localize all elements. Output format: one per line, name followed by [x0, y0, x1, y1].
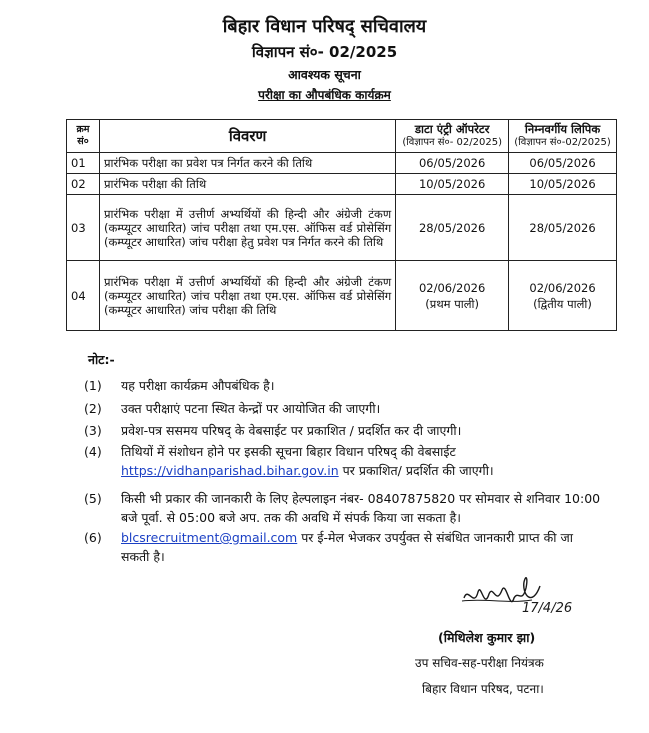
- post1-ref: (विज्ञापन सं०- 02/2025): [402, 137, 502, 148]
- signature-date: 17/4/26: [522, 601, 573, 616]
- office-title: बिहार विधान परिषद् सचिवालय: [222, 16, 427, 37]
- note-text-before: तिथियों में संशोधन होने पर इसकी सूचना बिहार विधान परिषद् की वेबसाईट: [121, 444, 456, 459]
- exam-program-heading: परीक्षा का औपबंधिक कार्यक्रम: [258, 88, 391, 102]
- table-row: [67, 195, 617, 261]
- row-description: प्रारंभिक परीक्षा का प्रवेश पत्र निर्गत करने की तिथि: [99, 153, 395, 174]
- note-text: यह परीक्षा कार्यक्रम औपबंधिक है।: [121, 378, 275, 393]
- date-value: 02/06/2026: [418, 280, 486, 295]
- note-text: [121, 528, 604, 566]
- note-number: (4): [84, 444, 102, 459]
- row-serial: 04: [67, 261, 100, 331]
- note-item: [84, 442, 604, 480]
- note-item: [84, 528, 604, 566]
- table-header-row: [67, 120, 617, 153]
- note-text: [121, 442, 604, 480]
- signatory-organization: बिहार विधान परिषद, पटना।: [422, 682, 544, 696]
- row-date-post1: 06/05/2026: [396, 153, 509, 174]
- signatory-designation: उप सचिव-सह-परीक्षा नियंत्रक: [415, 656, 544, 670]
- note-item: [84, 489, 604, 527]
- row-date-post2: 28/05/2026: [509, 195, 617, 261]
- row-serial: 01: [67, 153, 100, 174]
- table-row: [67, 261, 617, 331]
- row-serial: 02: [67, 174, 100, 195]
- row-date-post1: 10/05/2026: [396, 174, 509, 195]
- row-serial: 03: [67, 195, 100, 261]
- note-text: किसी भी प्रकार की जानकारी के लिए हेल्पलाइन नंबर- 08407875820 पर सोमवार से शनिवार 10:00 बजे पूर्वा. से 05:00 बजे अप. तक की अवधि में संपर्क किया जा सकता है।: [121, 491, 601, 525]
- row-description: प्रारंभिक परीक्षा की तिथि: [99, 174, 395, 195]
- row-date-post2: 10/05/2026: [509, 174, 617, 195]
- signatory-name: (मिथिलेश कुमार झा): [438, 630, 536, 645]
- row-date-post2: 06/05/2026: [509, 153, 617, 174]
- note-number: (3): [84, 423, 102, 438]
- row-description: प्रारंभिक परीक्षा में उत्तीर्ण अभ्यर्थियों की हिन्दी और अंग्रेजी टंकण (कम्प्यूटर आधारित) जांच परीक्षा तथा एम.एस. ऑफिस वर्ड प्रोसेसिंग (कम्प्यूटर आधारित) जांच परीक्षा हेतु प्रवेश पत्र निर्गत करने की तिथि: [99, 195, 395, 261]
- note-text: उक्त परीक्षाएं पटना स्थित केन्द्रों पर आयोजित की जाएगी।: [121, 401, 381, 416]
- notes-title: नोट:-: [88, 352, 115, 367]
- notice-number: विज्ञापन सं०- 02/2025: [251, 43, 398, 61]
- note-text: प्रवेश-पत्र ससमय परिषद् के वेबसाईट पर प्रकाशित / प्रदर्शित कर दी जाएगी।: [121, 423, 462, 438]
- post2-name: निम्नवर्गीय लिपिक: [524, 122, 601, 136]
- serial-header: क्रम सं०: [67, 120, 100, 153]
- note-item: [84, 399, 604, 418]
- shift-label: (द्वितीय पाली): [533, 296, 592, 311]
- note-item: [84, 376, 604, 395]
- note-number: (1): [84, 378, 102, 393]
- lower-division-clerk-header: [509, 120, 617, 153]
- note-text-after: पर ई-मेल भेजकर उपर्युक्त से संबंधित जानकारी प्राप्त की जा सकती है।: [121, 530, 573, 564]
- table-row: [67, 153, 617, 174]
- exam-schedule-table: [66, 119, 617, 331]
- email-link[interactable]: blcsrecruitment@gmail.com: [121, 530, 298, 545]
- handwritten-signature: [456, 568, 576, 620]
- post2-ref: (विज्ञापन सं०-02/2025): [514, 137, 611, 148]
- note-number: (5): [84, 491, 102, 506]
- row-date-post1: [396, 261, 509, 331]
- table-row: [67, 174, 617, 195]
- row-description: प्रारंभिक परीक्षा में उत्तीर्ण अभ्यर्थियों की हिन्दी और अंग्रेजी टंकण (कम्प्यूटर आधारित) जांच परीक्षा तथा एम.एस. ऑफिस वर्ड प्रोसेसिंग (कम्प्यूटर आधारित) जांच परीक्षा की तिथि: [99, 261, 395, 331]
- urgent-notice-heading: आवश्यक सूचना: [288, 67, 361, 82]
- note-item: [84, 421, 604, 440]
- row-date-post1: 28/05/2026: [396, 195, 509, 261]
- website-link[interactable]: https://vidhanparishad.bihar.gov.in: [121, 463, 339, 478]
- row-date-post2: [509, 261, 617, 331]
- shift-label: (प्रथम पाली): [425, 296, 479, 311]
- post1-name: डाटा एंट्री ऑपरेटर: [414, 122, 490, 136]
- description-header: विवरण: [99, 120, 395, 153]
- note-text-after: पर प्रकाशित/ प्रदर्शित की जाएगी।: [338, 463, 494, 478]
- note-number: (2): [84, 401, 102, 416]
- date-value: 02/06/2026: [529, 280, 596, 295]
- data-entry-operator-header: [396, 120, 509, 153]
- note-number: (6): [84, 530, 102, 545]
